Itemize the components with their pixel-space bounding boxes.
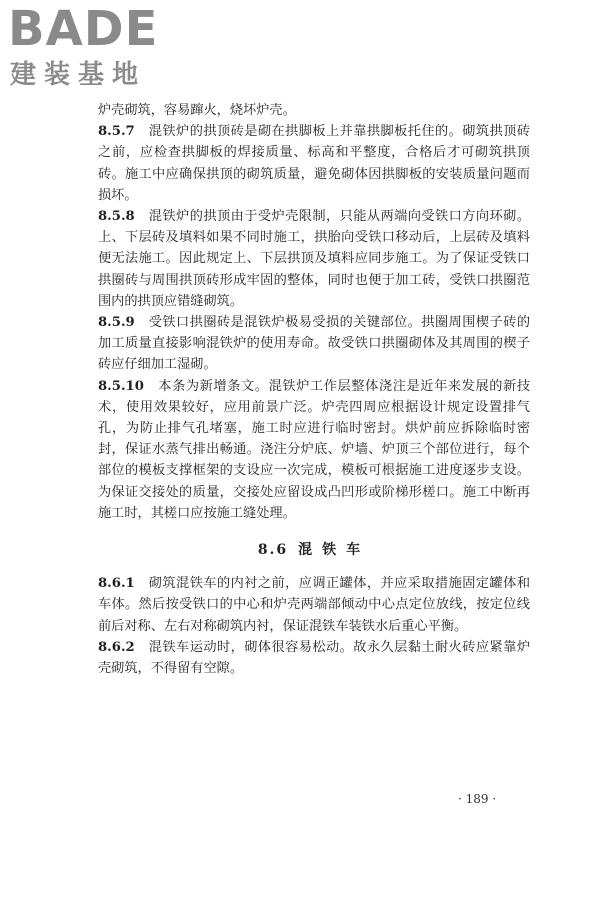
clause-8-5-7 bbox=[98, 121, 530, 206]
page-number: · 189 · bbox=[458, 792, 497, 806]
paragraph-continued bbox=[98, 100, 530, 121]
paragraph-text: 炉壳砌筑，容易蹿火，烧坏炉壳。 bbox=[98, 103, 296, 118]
clause-text: 混铁车运动时，砌体很容易松动。故永久层黏土耐火砖应紧靠炉壳砌筑，不得留有空隙。 bbox=[98, 639, 531, 677]
clause-number: 8.5.8 bbox=[98, 209, 135, 225]
bade-logo bbox=[8, 1, 178, 96]
logo-wordmark: BADE bbox=[8, 1, 159, 57]
clause-8-6-1 bbox=[98, 573, 530, 637]
page-body bbox=[98, 100, 530, 679]
clause-number: 8.5.7 bbox=[98, 124, 135, 140]
clause-text: 砌筑混铁车的内衬之前，应调正罐体，并应采取措施固定罐体和车体。然后按受铁口的中心和炉壳两端部倾动中心点定位放线，按定位线前后对称、左右对称砌筑内衬，保证混铁车装铁水后重心平衡。 bbox=[98, 576, 531, 634]
clause-text: 本条为新增条文。混铁炉工作层整体浇注是近年来发展的新技术，使用效果较好，应用前景广泛。炉壳四周应根据设计规定设置排气孔，为防止排气孔堵塞，施工时应进行临时密封。烘炉前应拆除临时密封，保证水蒸气排出畅通。浇注分炉底、炉墙、炉顶三个部位进行，每个部位的模板支撑框架的支设应一次完成，模板可根据施工进度逐步支设。为保证交接处的质量，交接处应留设成凸凹形或阶梯形槎口。施工中断再施工时，其槎口应按施工缝处理。 bbox=[98, 378, 531, 521]
clause-8-5-8 bbox=[98, 206, 530, 312]
clause-number: 8.5.10 bbox=[98, 378, 144, 394]
section-number: 8.6 bbox=[257, 542, 289, 559]
clause-number: 8.5.9 bbox=[98, 315, 135, 331]
clause-8-5-9 bbox=[98, 312, 530, 376]
clause-number: 8.6.2 bbox=[98, 639, 135, 655]
clause-text: 混铁炉的拱顶由于受炉壳限制，只能从两端向受铁口方向环砌。上、下层砖及填料如果不同时施工，拱胎向受铁口移动后，上层砖及填料便无法施工。因此规定上、下层拱顶及填料应同步施工。为了保证受铁口拱圈砖与周围拱顶砖形成牢固的整体，同时也便于加工砖，受铁口拱圈范围内的拱顶应错缝砌筑。 bbox=[98, 209, 531, 309]
clause-8-6-2 bbox=[98, 637, 530, 679]
clause-number: 8.6.1 bbox=[98, 576, 135, 592]
clause-8-5-10 bbox=[98, 376, 530, 524]
section-title: 混铁车 bbox=[298, 542, 371, 559]
logo-subtitle: 建装基地 bbox=[10, 60, 147, 90]
section-heading bbox=[98, 540, 530, 561]
clause-text: 混铁炉的拱顶砖是砌在拱脚板上并靠拱脚板托住的。砌筑拱顶砖之前，应检查拱脚板的焊接质量、标高和平整度，合格后才可砌筑拱顶砖。施工中应确保拱顶的砌筑质量，避免砌体因拱脚板的安装质量问题而损坏。 bbox=[98, 124, 531, 203]
clause-text: 受铁口拱圈砖是混铁炉极易受损的关键部位。拱圈周围楔子砖的加工质量直接影响混铁炉的使用寿命。故受铁口拱圈砌体及其周围的楔子砖应仔细加工湿砌。 bbox=[98, 315, 531, 373]
